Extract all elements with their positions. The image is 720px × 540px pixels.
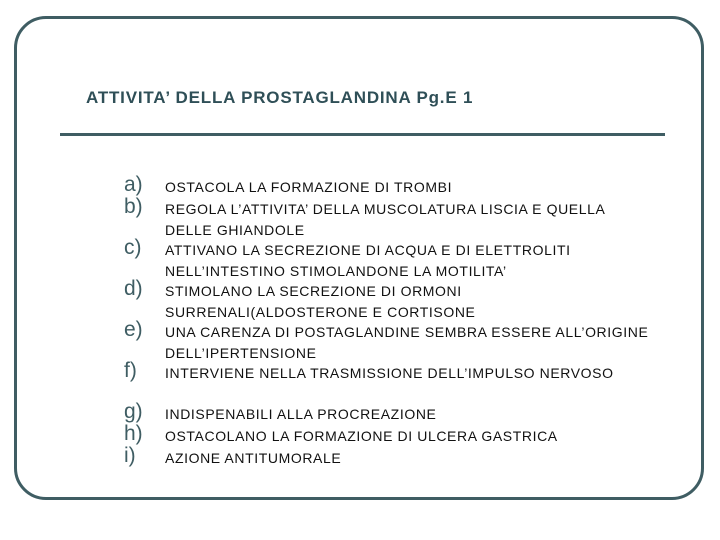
list-item-text: REGOLA L’ATTIVITA’ DELLA MUSCOLATURA LISCIA E QUELLA DELLE GHIANDOLE <box>165 201 605 238</box>
slide-title: ATTIVITA’ DELLA PROSTAGLANDINA Pg.E 1 <box>86 88 474 107</box>
list-item-text: OSTACOLA LA FORMAZIONE DI TROMBI <box>165 179 453 195</box>
list-item-text: INDISPENABILI ALLA PROCREAZIONE <box>165 406 437 422</box>
list-marker: f) <box>124 359 137 382</box>
list-marker: h) <box>124 422 143 445</box>
list-item-text: INTERVIENE NELLA TRASMISSIONE DELL’IMPULSO NERVOSO <box>165 365 614 381</box>
list-marker: g) <box>124 400 143 423</box>
list-item-text: ATTIVANO LA SECREZIONE DI ACQUA E DI ELETTROLITI NELL’INTESTINO STIMOLANDONE LA MOTILITA’ <box>165 242 571 279</box>
list-item-text: UNA CARENZA DI POSTAGLANDINE SEMBRA ESSERE ALL’ORIGINE DELL’IPERTENSIONE <box>165 324 649 361</box>
list-marker: e) <box>124 318 143 341</box>
list-item-text: STIMOLANO LA SECREZIONE DI ORMONI SURRENALI(ALDOSTERONE E CORTISONE <box>165 283 476 320</box>
list-marker: d) <box>124 277 143 300</box>
title-divider <box>60 133 665 136</box>
list-marker: b) <box>124 195 143 218</box>
list-marker: i) <box>124 444 136 467</box>
list-marker: c) <box>124 236 142 259</box>
list-item-text: AZIONE ANTITUMORALE <box>165 450 342 466</box>
list-item-text: OSTACOLANO LA FORMAZIONE DI ULCERA GASTRICA <box>165 428 558 444</box>
list-marker: a) <box>124 173 143 196</box>
